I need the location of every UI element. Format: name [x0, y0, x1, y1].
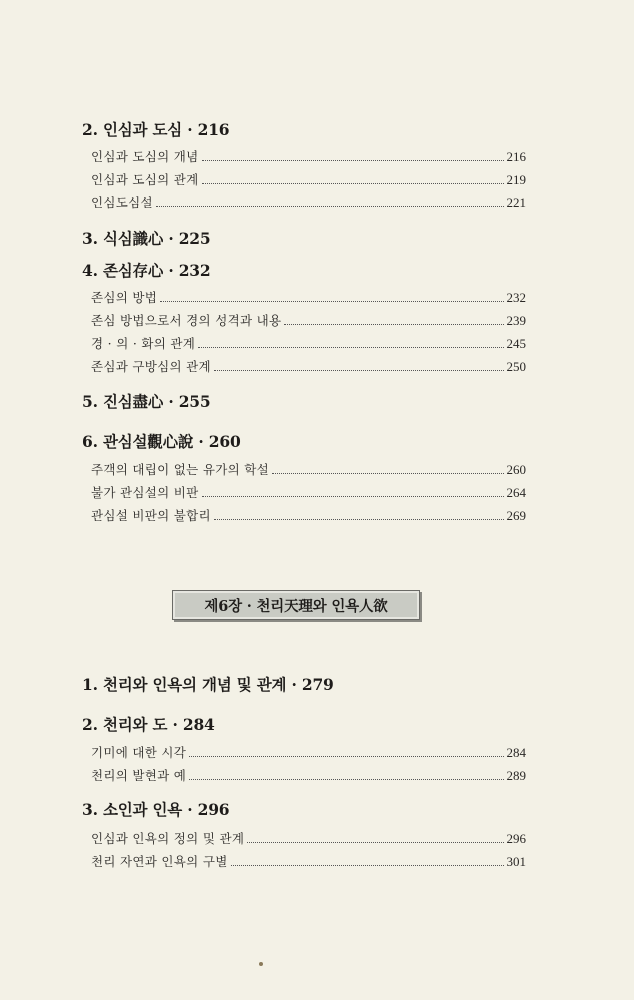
entry-title: 존심 방법으로서 경의 성격과 내용: [91, 313, 282, 328]
entry-title: 천리 자연과 인욕의 구별: [91, 854, 228, 869]
dot-leader: [272, 473, 504, 474]
dot-leader: [247, 842, 503, 843]
entry-title: 주객의 대립이 없는 유가의 학설: [91, 462, 269, 477]
dot-leader: [189, 779, 503, 780]
entry-page: 301: [506, 854, 526, 869]
entry-title: 기미에 대한 시각: [91, 745, 187, 760]
entry-page: 219: [506, 172, 526, 187]
section-title: 4. 존심存心 · 232: [82, 261, 211, 280]
toc-entry: [91, 334, 526, 352]
toc-entry: [91, 483, 526, 501]
entry-page: 296: [506, 831, 526, 846]
dot-leader: [198, 347, 503, 348]
dot-leader: [284, 324, 503, 325]
section-title: 2. 천리와 도 · 284: [82, 715, 215, 734]
entry-page: 264: [506, 485, 526, 500]
entry-page: 232: [506, 290, 526, 305]
dot-leader: [214, 370, 504, 371]
section-title: 1. 천리와 인욕의 개념 및 관계 · 279: [82, 675, 334, 694]
dot-leader: [160, 301, 503, 302]
entry-title: 인심과 도심의 개념: [91, 149, 199, 164]
entry-page: 245: [506, 336, 526, 351]
dot-leader: [202, 183, 504, 184]
toc-entry: [91, 852, 526, 870]
section-title: 6. 관심설觀心說 · 260: [82, 432, 241, 451]
entry-page: 289: [506, 768, 526, 783]
dot-leader: [202, 160, 504, 161]
entry-page: 284: [506, 745, 526, 760]
section-title: 3. 소인과 인욕 · 296: [82, 800, 230, 819]
entry-title: 인심과 인욕의 정의 및 관계: [91, 831, 245, 846]
dot-leader: [189, 756, 503, 757]
dot-leader: [202, 496, 504, 497]
entry-page: 260: [506, 462, 526, 477]
toc-entry: [91, 460, 526, 478]
toc-entry: [91, 193, 526, 211]
section-title: 3. 식심識心 · 225: [82, 229, 211, 248]
entry-title: 관심설 비판의 불합리: [91, 508, 211, 523]
entry-title: 존심의 방법: [91, 290, 158, 305]
toc-entry: [91, 743, 526, 761]
entry-title: 인심과 도심의 관계: [91, 172, 199, 187]
dot-leader: [231, 865, 504, 866]
entry-page: 269: [506, 508, 526, 523]
toc-entry: [91, 147, 526, 165]
entry-page: 250: [506, 359, 526, 374]
entry-title: 경 · 의 · 화의 관계: [91, 336, 196, 351]
dot-leader: [214, 519, 504, 520]
entry-page: 221: [506, 195, 526, 210]
entry-title: 불가 관심설의 비판: [91, 485, 199, 500]
toc-entry: [91, 766, 526, 784]
entry-title: 존심과 구방심의 관계: [91, 359, 211, 374]
entry-page: 239: [506, 313, 526, 328]
print-speck: [259, 962, 263, 966]
section-title: 5. 진심盡心 · 255: [82, 392, 211, 411]
toc-entry: [91, 829, 526, 847]
toc-entry: [91, 170, 526, 188]
entry-title: 인심도심설: [91, 195, 153, 210]
toc-entry: [91, 288, 526, 306]
entry-page: 216: [506, 149, 526, 164]
toc-entry: [91, 357, 526, 375]
section-title: 2. 인심과 도심 · 216: [82, 120, 230, 139]
entry-title: 천리의 발현과 예: [91, 768, 187, 783]
chapter-heading: 제6장 · 천리天理와 인욕人欲: [172, 590, 420, 620]
dot-leader: [156, 206, 504, 207]
toc-entry: [91, 506, 526, 524]
toc-entry: [91, 311, 526, 329]
